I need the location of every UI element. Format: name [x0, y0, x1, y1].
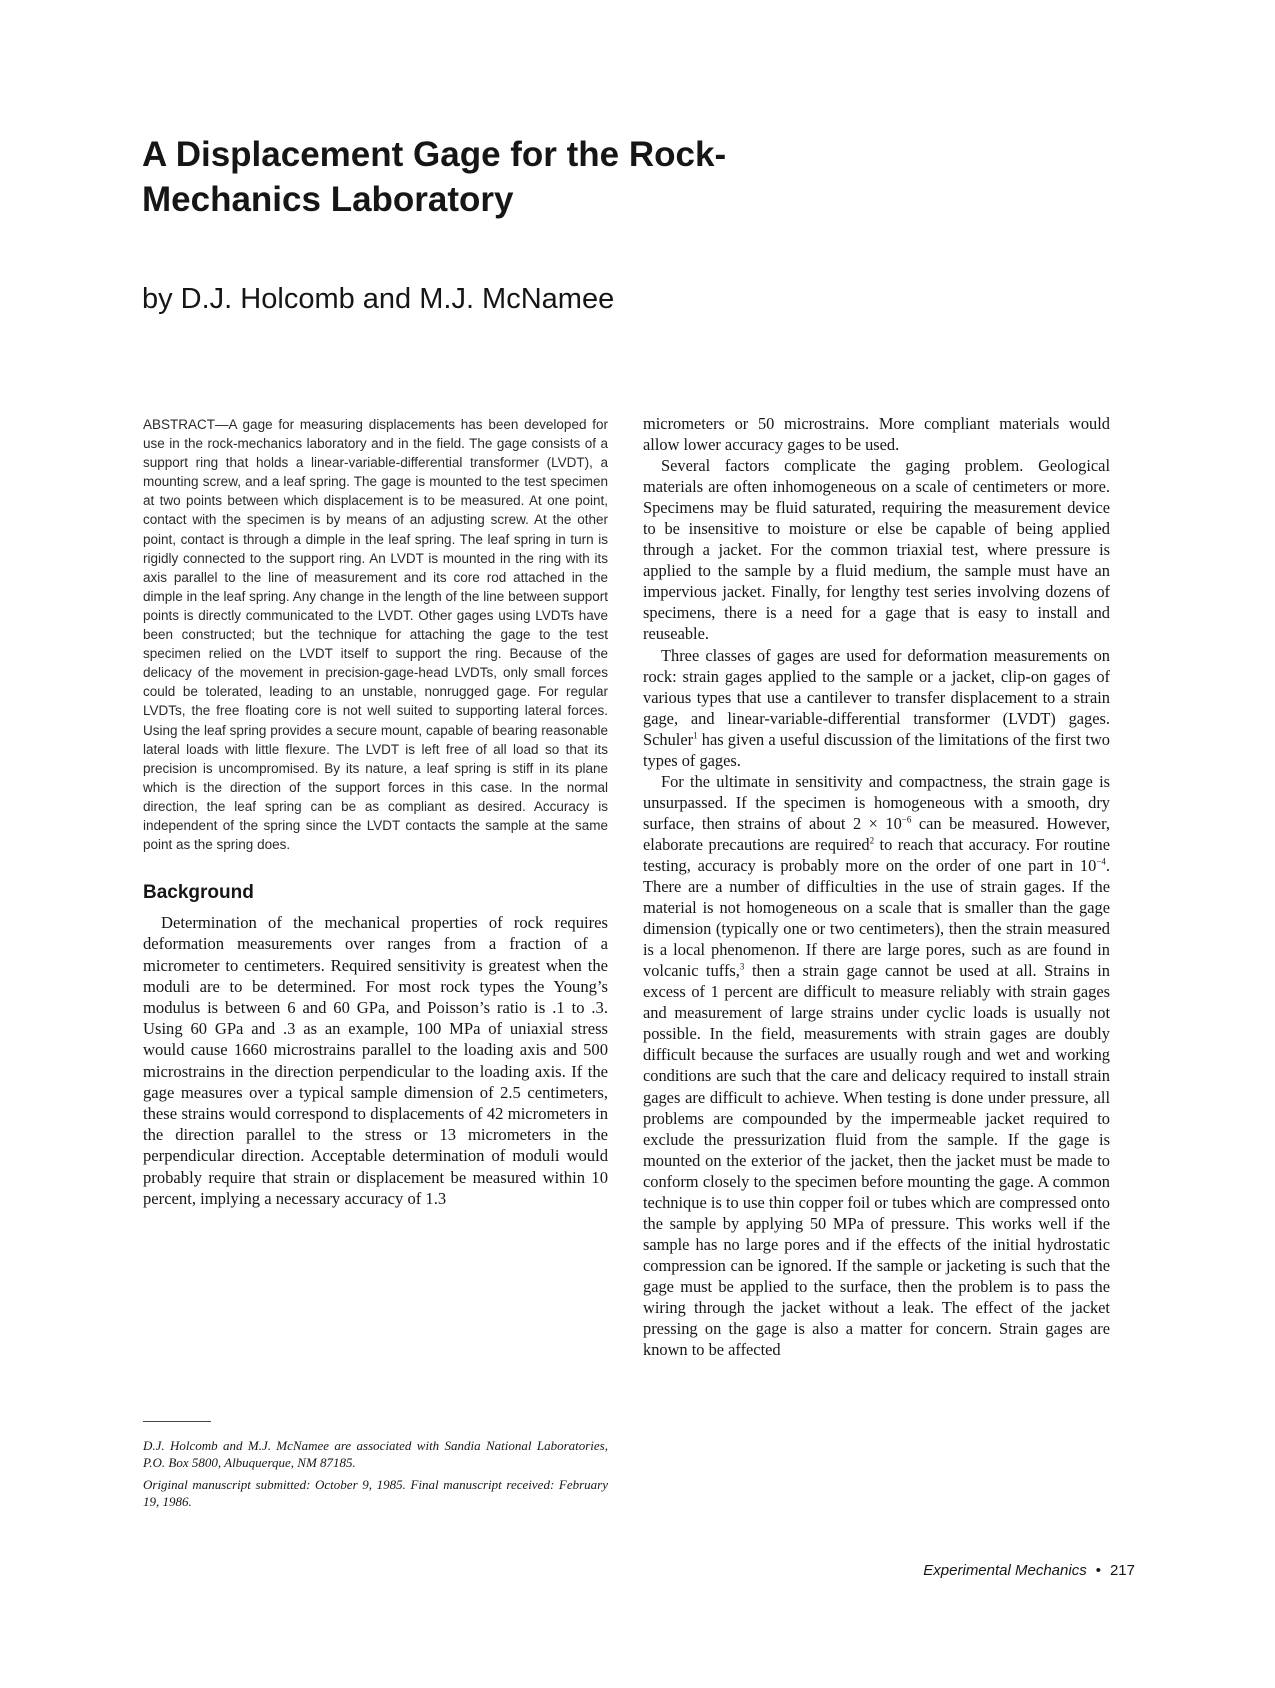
right-column — [643, 413, 1110, 1360]
gage-classes-text-a: Three classes of gages are used for deformation measurements on rock: strain gages applied to the sample or a jacket, clip-on gages of various types that use a cantilever to transfer displacement to a strain gage, and linear-variable-differential transformer (LVDT) gages. Schuler — [643, 645, 1110, 749]
section-heading-background: Background — [143, 882, 254, 904]
footnote-dates: Original manuscript submitted: October 9, 1985. Final manuscript received: February 19, 1986. — [143, 1477, 608, 1509]
reference-2: 2 — [869, 835, 875, 846]
gage-classes-text-b: has given a useful discussion of the limitations of the first two types of gages. — [643, 729, 1110, 770]
footnote-affiliation: D.J. Holcomb and M.J. McNamee are associated with Sandia National Laboratories, P.O. Box 5800, Albuquerque, NM 87185. — [143, 1438, 608, 1470]
background-paragraph: Determination of the mechanical properties of rock requires deformation measurements over ranges from a fraction of a micrometer to centimeters. Required sensitivity is greatest when the moduli are to be determined. For most rock types the Young’s modulus is between 6 and 60 GPa, and Poisson’s ratio is .1 to .3. Using 60 GPa and .3 as an example, 100 MPa of uniaxial stress would cause 1660 microstrains parallel to the loading axis and 500 microstrains in the direction perpendicular to the loading axis. If the gage measures over a typical sample dimension of 2.5 centimeters, these strains would correspond to displacements of 42 micrometers in the direction parallel to the stress or 13 micrometers in the perpendicular direction. Acceptable determination of moduli would probably require that strain or displacement be measured within 10 percent, implying a necessary accuracy of 1.3 — [143, 913, 608, 1208]
strain-gage-text-b: can be measured. However, elaborate precautions are required — [643, 813, 1110, 854]
article-authors: by D.J. Holcomb and M.J. McNamee — [142, 283, 615, 315]
paragraph-continuation: micrometers or 50 microstrains. More compliant materials would allow lower accuracy gages to be used. — [643, 414, 1110, 455]
exponent-1: −6 — [901, 814, 912, 825]
abstract: ABSTRACT—A gage for measuring displacements has been developed for use in the rock-mechanics laboratory and in the field. The gage consists of a support ring that holds a linear-variable-differential transformer (LVDT), a mounting screw, and a leaf spring. The gage is mounted to the test specimen at two points between which displacement is to be measured. At one point, contact with the specimen is by means of an adjusting screw. At the other point, contact is through a dimple in the leaf spring. The leaf spring in turn is rigidly connected to the support ring. An LVDT is mounted in the ring with its axis parallel to the line of measurement and its core rod attached in the dimple in the leaf spring. Any change in the length of the line between support points is directly communicated to the LVDT. Other gages using LVDTs have been constructed; but the technique for attaching the gage to the test specimen relied on the LVDT itself to support the ring. Because of the delicacy of the movement in precision-gage-head LVDTs, only small forces could be tolerated, leading to an unstable, nonrugged gage. For regular LVDTs, the free floating core is not well suited to supporting lateral forces. Using the leaf spring provides a secure mount, capable of bearing reasonable lateral loads with little flexure. The LVDT is left free of all load so that its precision is uncompromised. By its nature, a leaf spring is stiff in its plane which is the direction of the support forces in this case. In the normal direction, the leaf spring can be as compliant as desired. Accuracy is independent of the spring since the LVDT contacts the sample at the same point as the spring does. — [143, 417, 608, 853]
exponent-2: −4 — [1096, 856, 1106, 867]
paragraph-strain-gage — [643, 771, 1110, 1360]
page-number: 217 — [1109, 1562, 1135, 1579]
reference-3: 3 — [739, 961, 745, 972]
footnote-divider — [143, 1421, 211, 1422]
strain-gage-text-d: . There are a number of difficulties in the use of strain gages. If the material is not homogeneous on a scale that is smaller than the gage dimension (typically one or two centimeters), then the strain measured is a local phenomenon. If there are large pores, such as are found in volcanic tuffs, — [643, 855, 1110, 981]
footer-bullet: • — [1095, 1562, 1101, 1579]
paragraph-gage-classes — [643, 645, 1110, 771]
paragraph-gaging-problem: Several factors complicate the gaging problem. Geological materials are often inhomogeneous on a scale of centimeters or more. Specimens may be fluid saturated, requiring the measurement device to be insensitive to moisture or else be capable of being applied through a jacket. For the common triaxial test, where pressure is applied to the sample by a fluid medium, the sample must have an impervious jacket. Finally, for lengthy test series involving dozens of specimens, there is a need for a gage that is easy to install and reuseable. — [643, 456, 1110, 644]
strain-gage-text-a: For the ultimate in sensitivity and compactness, the strain gage is unsurpassed. If the specimen is homogeneous with a smooth, dry surface, then strains of about 2 × 10 — [643, 771, 1110, 833]
footnotes — [143, 1438, 608, 1516]
strain-gage-text-c: to reach that accuracy. For routine testing, accuracy is probably more on the order of one part in 10 — [643, 834, 1110, 875]
article-title: A Displacement Gage for the Rock-Mechanics Laboratory — [142, 135, 727, 219]
left-column — [143, 415, 608, 1209]
journal-name: Experimental Mechanics — [923, 1562, 1087, 1579]
page-footer — [923, 1562, 1135, 1579]
strain-gage-text-e: then a strain gage cannot be used at all. Strains in excess of 1 percent are difficult to measure reliably with strain gages and measurement of large strains under cyclic loads is usually not possible. In the field, measurements with strain gages are doubly difficult because the surfaces are usually rough and wet and working conditions are such that the care and delicacy required to install strain gages are difficult to achieve. When testing is done under pressure, all problems are compounded by the impermeable jacket required to exclude the pressurization fluid from the sample. If the gage is mounted on the exterior of the jacket, then the jacket must be made to conform closely to the specimen before mounting the gage. A common technique is to use thin copper foil or tubes which are compressed onto the sample by applying 50 MPa of pressure. This works well if the sample has no large pores and if the effects of the initial hydrostatic compression can be ignored. If the sample or jacketing is such that the gage must be applied to the surface, then the problem is to pass the wiring through the jacket without a leak. The effect of the jacket pressing on the gage is also a matter for concern. Strain gages are known to be affected — [643, 961, 1110, 1360]
reference-1: 1 — [693, 730, 698, 741]
